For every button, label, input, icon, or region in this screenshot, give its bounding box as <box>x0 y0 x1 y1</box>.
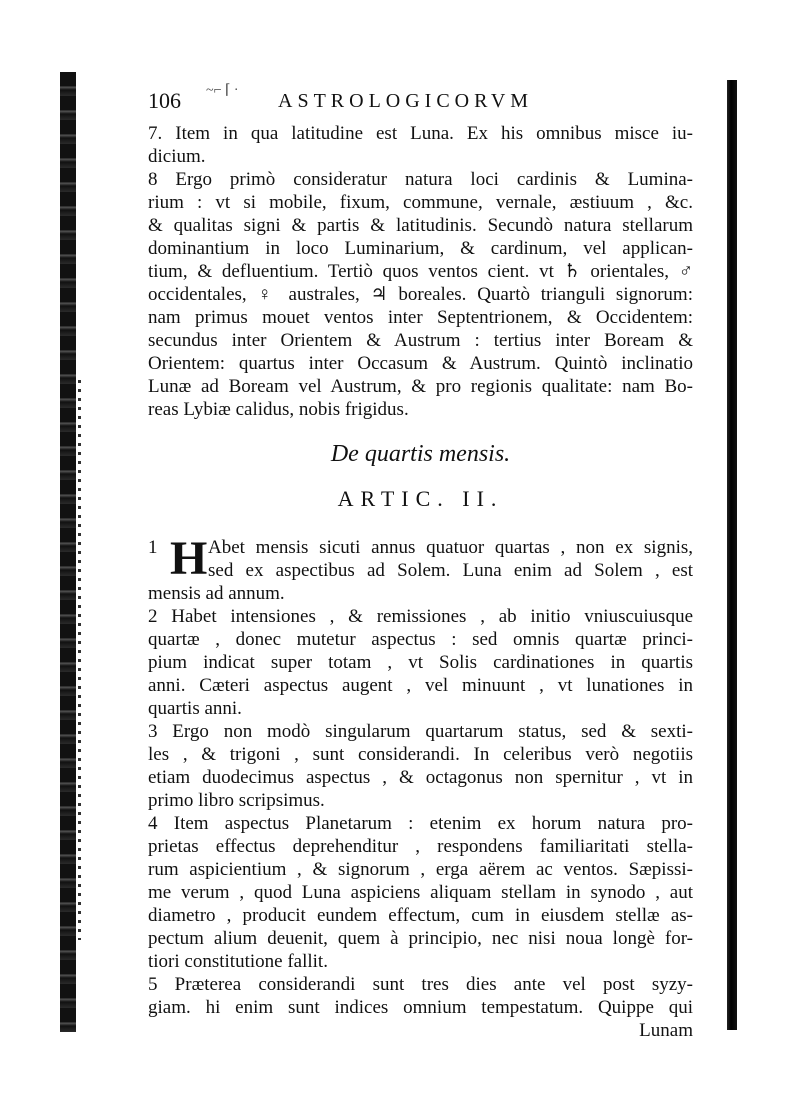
article-heading: ARTIC. II. <box>337 486 504 511</box>
text-line: 7. Item in qua latitudine est Luna. Ex his omnibus misce iu- <box>148 123 693 144</box>
text-line: 4 Item aspectus Planetarum : etenim ex horum natura pro- <box>148 813 693 834</box>
page-number: 106 <box>148 88 181 113</box>
text-line: prietas effectus deprehenditur , respondens familiaritati stella- <box>148 836 693 857</box>
catchword: Lunam <box>639 1020 693 1041</box>
text-line: 2 Habet intensiones , & remissiones , ab initio vniuscuiusque <box>148 606 693 627</box>
text-line: quartæ , donec mutetur aspectus : sed omnis quartæ princi- <box>148 629 693 650</box>
text-line: dicium. <box>148 146 206 167</box>
text-line: tiori constitutione fallit. <box>148 951 328 972</box>
text-line: 3 Ergo non modò singularum quartarum status, sed & sexti- <box>148 721 693 742</box>
text-line: tium, & defluentium. Tertiò quos ventos cient. vt ♄ orientales, ♂ <box>148 261 693 282</box>
text-line: Abet mensis sicuti annus quatuor quartas , non ex signis, <box>208 537 693 558</box>
section-title: De quartis mensis. <box>330 441 511 467</box>
text-line: etiam duodecimus aspectus , & octagonus non spernitur , vt in <box>148 767 693 788</box>
page-right-edge <box>727 80 737 1030</box>
text-line: me verum , quod Luna aspiciens aliquam stellam in synodo , aut <box>148 882 693 903</box>
text-line: pium indicat super totam , vt Solis cardinationes in quartis <box>148 652 693 673</box>
ink-smudge-mark: ~⌐ ⌈ · <box>206 83 239 98</box>
paragraph-block-top <box>148 122 693 421</box>
text-line: primo libro scripsimus. <box>148 790 325 811</box>
text-line: les , & trigoni , sunt considerandi. In celeribus verò negotiis <box>148 744 693 765</box>
text-line: nam primus mouet ventos inter Septentrionem, & Occidentem: <box>148 307 693 328</box>
text-line: occidentales, ♀ australes, ♃ boreales. Quartò trianguli signorum: <box>148 284 693 305</box>
text-line: rum aspicientium , & signorum , erga aërem ac ventos. Sæpissi- <box>148 859 693 880</box>
text-line: Orientem: quartus inter Occasum & Austrum. Quintò inclinatio <box>148 353 693 374</box>
running-title: ASTROLOGICORVM <box>278 90 534 112</box>
text-line: 8 Ergo primò consideratur natura loci cardinis & Lumina- <box>148 169 693 190</box>
first-paragraph-opening <box>148 532 693 585</box>
paragraph-number: 1 <box>148 537 158 558</box>
text-line: mensis ad annum. <box>148 583 285 604</box>
text-line: quartis anni. <box>148 698 242 719</box>
text-line: sed ex aspectibus ad Solem. Luna enim ad Solem , est <box>208 560 693 581</box>
page-gutter-shadow <box>78 380 81 940</box>
book-binding-edge <box>60 72 76 1032</box>
text-line: Lunæ ad Boream vel Austrum, & pro regionis qualitate: nam Bo- <box>148 376 693 397</box>
text-line: secundus inter Orientem & Austrum : tertius inter Boream & <box>148 330 693 351</box>
text-line: diametro , producit eundem effectum, cum in eiusdem stellæ as- <box>148 905 693 926</box>
text-line: anni. Cæteri aspectus augent , vel minuunt , vt lunationes in <box>148 675 693 696</box>
text-line: reas Lybiæ calidus, nobis frigidus. <box>148 399 409 420</box>
text-line: dominantium in loco Luminarium, & cardinum, vel applican- <box>148 238 693 259</box>
book-page <box>148 83 693 1042</box>
text-line: pectum alium deuenit, quem à principio, nec nisi noua longè for- <box>148 928 693 949</box>
paragraph-block-bottom <box>148 532 693 1042</box>
drop-cap-initial: H <box>170 532 208 585</box>
text-line: 5 Præterea considerandi sunt tres dies ante vel post syzy- <box>148 974 693 995</box>
text-line: & qualitas signi & partis & latitudinis. Secundò natura stellarum <box>148 215 693 236</box>
running-head <box>148 83 693 122</box>
text-line: giam. hi enim sunt indices omnium tempestatum. Quippe qui <box>148 997 693 1018</box>
text-line: rium : vt si mobile, fixum, commune, vernale, æstiuum , &c. <box>148 192 693 213</box>
